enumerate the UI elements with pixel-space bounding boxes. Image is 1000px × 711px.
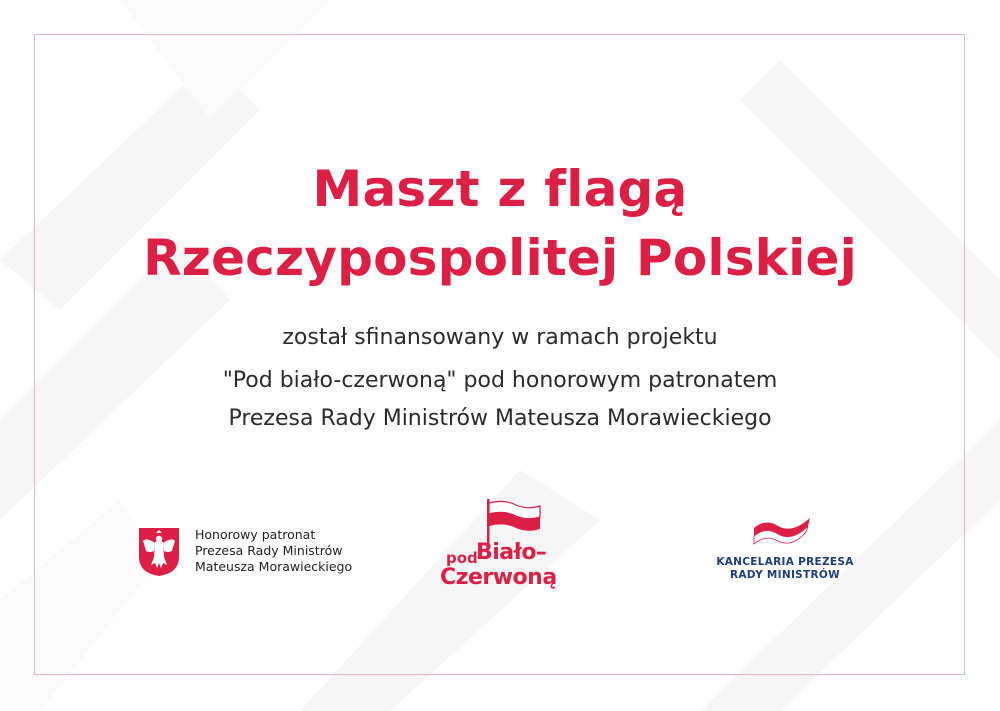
polish-eagle-emblem-icon bbox=[138, 527, 180, 577]
subtitle-line-1: został sfinansowany w ramach projektu bbox=[282, 325, 718, 350]
headline-line-1: Maszt z flagą bbox=[312, 160, 688, 218]
patronage-line-2: Prezesa Rady Ministrów bbox=[195, 543, 343, 558]
waving-flag-icon bbox=[752, 514, 814, 550]
kprm-line-1: KANCELARIA PREZESA bbox=[716, 556, 854, 568]
logo-word-pod: pod bbox=[446, 549, 478, 567]
subtitle-line-2: "Pod biało-czerwoną" pod honorowym patronatem bbox=[222, 368, 778, 393]
logo-word-bialo: Biało– bbox=[476, 540, 547, 565]
pod-bialo-czerwona-logo bbox=[440, 497, 580, 601]
patronage-line-1: Honorowy patronat bbox=[195, 527, 316, 542]
patronage-line-3: Mateusza Morawieckiego bbox=[195, 559, 353, 574]
kprm-logo bbox=[700, 514, 870, 584]
subtitle-line-3: Prezesa Rady Ministrów Mateusza Morawieckiego bbox=[228, 406, 772, 431]
headline-line-2: Rzeczypospolitej Polskiej bbox=[143, 229, 857, 287]
logo-word-czerwona: Czerwoną bbox=[440, 565, 557, 590]
kprm-line-2: RADY MINISTRÓW bbox=[730, 569, 840, 581]
honorary-patronage-block bbox=[138, 527, 398, 579]
